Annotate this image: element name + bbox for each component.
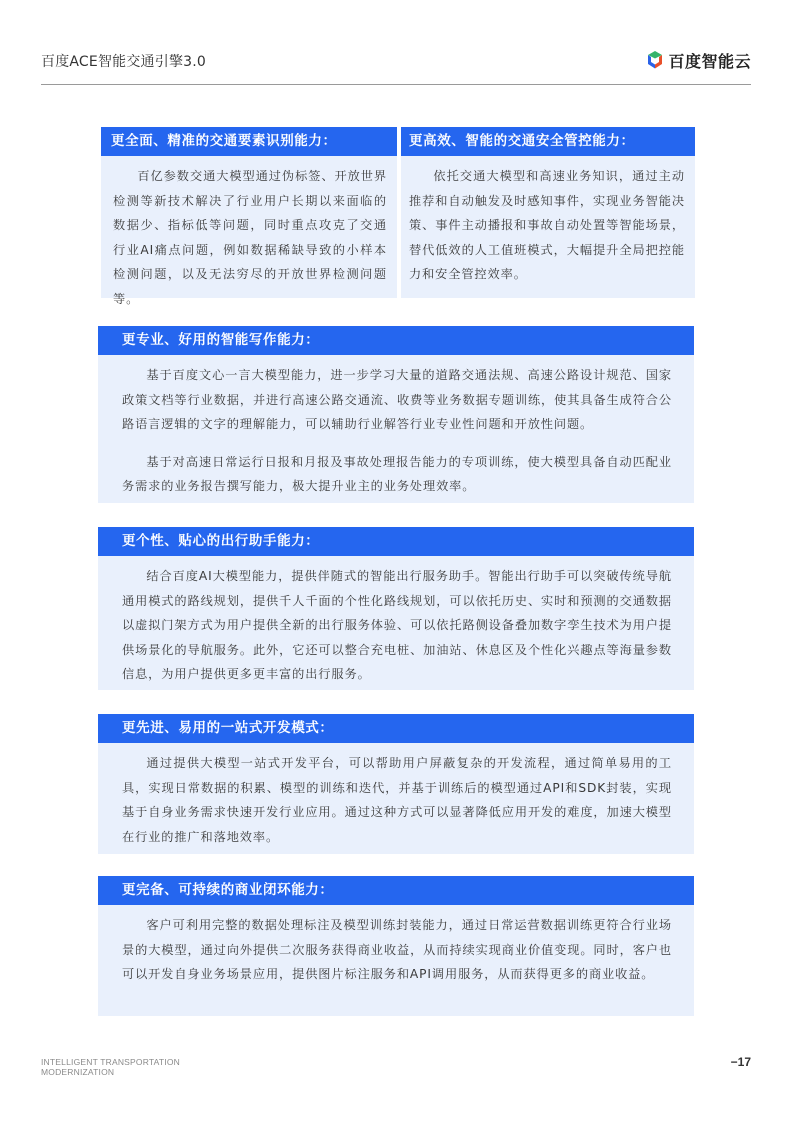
section-body [98,355,694,511]
footer-line-1: INTELLIGENT TRANSPORTATION [41,1057,181,1067]
footer-tagline [41,1057,180,1077]
section-body [401,156,695,299]
section-body [101,156,397,323]
section-one-stop-dev [98,714,694,854]
paragraph: 基于对高速日常运行日报和月报及事故处理报告能力的专项训练，使大模型具备自动匹配业务需求的业务报告撰写能力，极大提升业主的业务处理效率。 [122,454,672,493]
paragraph: 结合百度AI大模型能力，提供伴随式的智能出行服务助手。智能出行助手可以突破传统导航通用模式的路线规划，提供千人千面的个性化路线规划，可以依托历史、实时和预测的交通数据以虚拟门架方式为用户提供全新的出行服务体验、可以依托路侧设备叠加数字孪生技术为用户提供场景化的导航服务。此外，它还可以整合充电桩、加油站、休息区及个性化兴趣点等海量参数信息，为用户提供更多更丰富的出行服务。 [122,569,672,681]
section-title: 更高效、智能的交通安全管控能力： [401,127,695,156]
paragraph: 客户可利用完整的数据处理标注及模型训练封装能力，通过日常运营数据训练更符合行业场景的大模型，通过向外提供二次服务获得商业收益，从而持续实现商业价值变现。同时，客户也可以开发自身业务场景应用，提供图片标注服务和API调用服务，从而获得更多的商业收益。 [122,918,672,981]
paragraph: 百亿参数交通大模型通过伪标签、开放世界检测等新技术解决了行业用户长期以来面临的数据少、指标低等问题，同时重点攻克了交通行业AI痛点问题，例如数据稀缺导致的小样本检测问题，以及无法穷尽的开放世界检测问题等。 [113,169,387,306]
page-header [41,49,751,85]
section-body [98,743,694,861]
section-title: 更专业、好用的智能写作能力： [98,326,694,355]
paragraph: 基于百度文心一言大模型能力，进一步学习大量的道路交通法规、高速公路设计规范、国家政策文档等行业数据，并进行高速公路交通流、收费等业务数据专题训练，使其具备生成符合公路语言逻辑的文字的理解能力，可以辅助行业解答行业专业性问题和开放性问题。 [122,368,672,431]
section-traffic-recognition [101,127,397,306]
page-number: −17 [730,1055,751,1069]
baidu-cloud-logo [646,49,751,71]
paragraph: 通过提供大模型一站式开发平台，可以帮助用户屏蔽复杂的开发流程，通过简单易用的工具，实现日常数据的积累、模型的训练和迭代，并基于训练后的模型通过API和SDK封装，实现基于自身业务需求快速开发行业应用。通过这种方式可以显著降低应用开发的难度，加速大模型在行业的推广和落地效率。 [122,756,672,844]
paragraph: 依托交通大模型和高速业务知识，通过主动推荐和自动触发及时感知事件，实现业务智能决策、事件主动播报和事故自动处置等智能场景，替代低效的人工值班模式，大幅提升全局把控能力和安全管控效率。 [409,169,685,281]
section-title: 更完备、可持续的商业闭环能力： [98,876,694,905]
header-divider [41,84,751,85]
document-title: 百度ACE智能交通引擎3.0 [41,54,207,70]
section-title: 更全面、精准的交通要素识别能力： [101,127,397,156]
section-smart-writing [98,326,694,503]
section-body [98,905,694,999]
footer-line-2: MODERNIZATION [41,1067,115,1077]
logo-text: 百度智能云 [668,51,751,71]
section-safety-control [401,127,695,298]
section-business-loop [98,876,694,1016]
section-title: 更先进、易用的一站式开发模式： [98,714,694,743]
section-body [98,556,694,699]
section-title: 更个性、贴心的出行助手能力： [98,527,694,556]
baidu-cloud-logo-icon [646,50,664,70]
section-travel-assistant [98,527,694,690]
